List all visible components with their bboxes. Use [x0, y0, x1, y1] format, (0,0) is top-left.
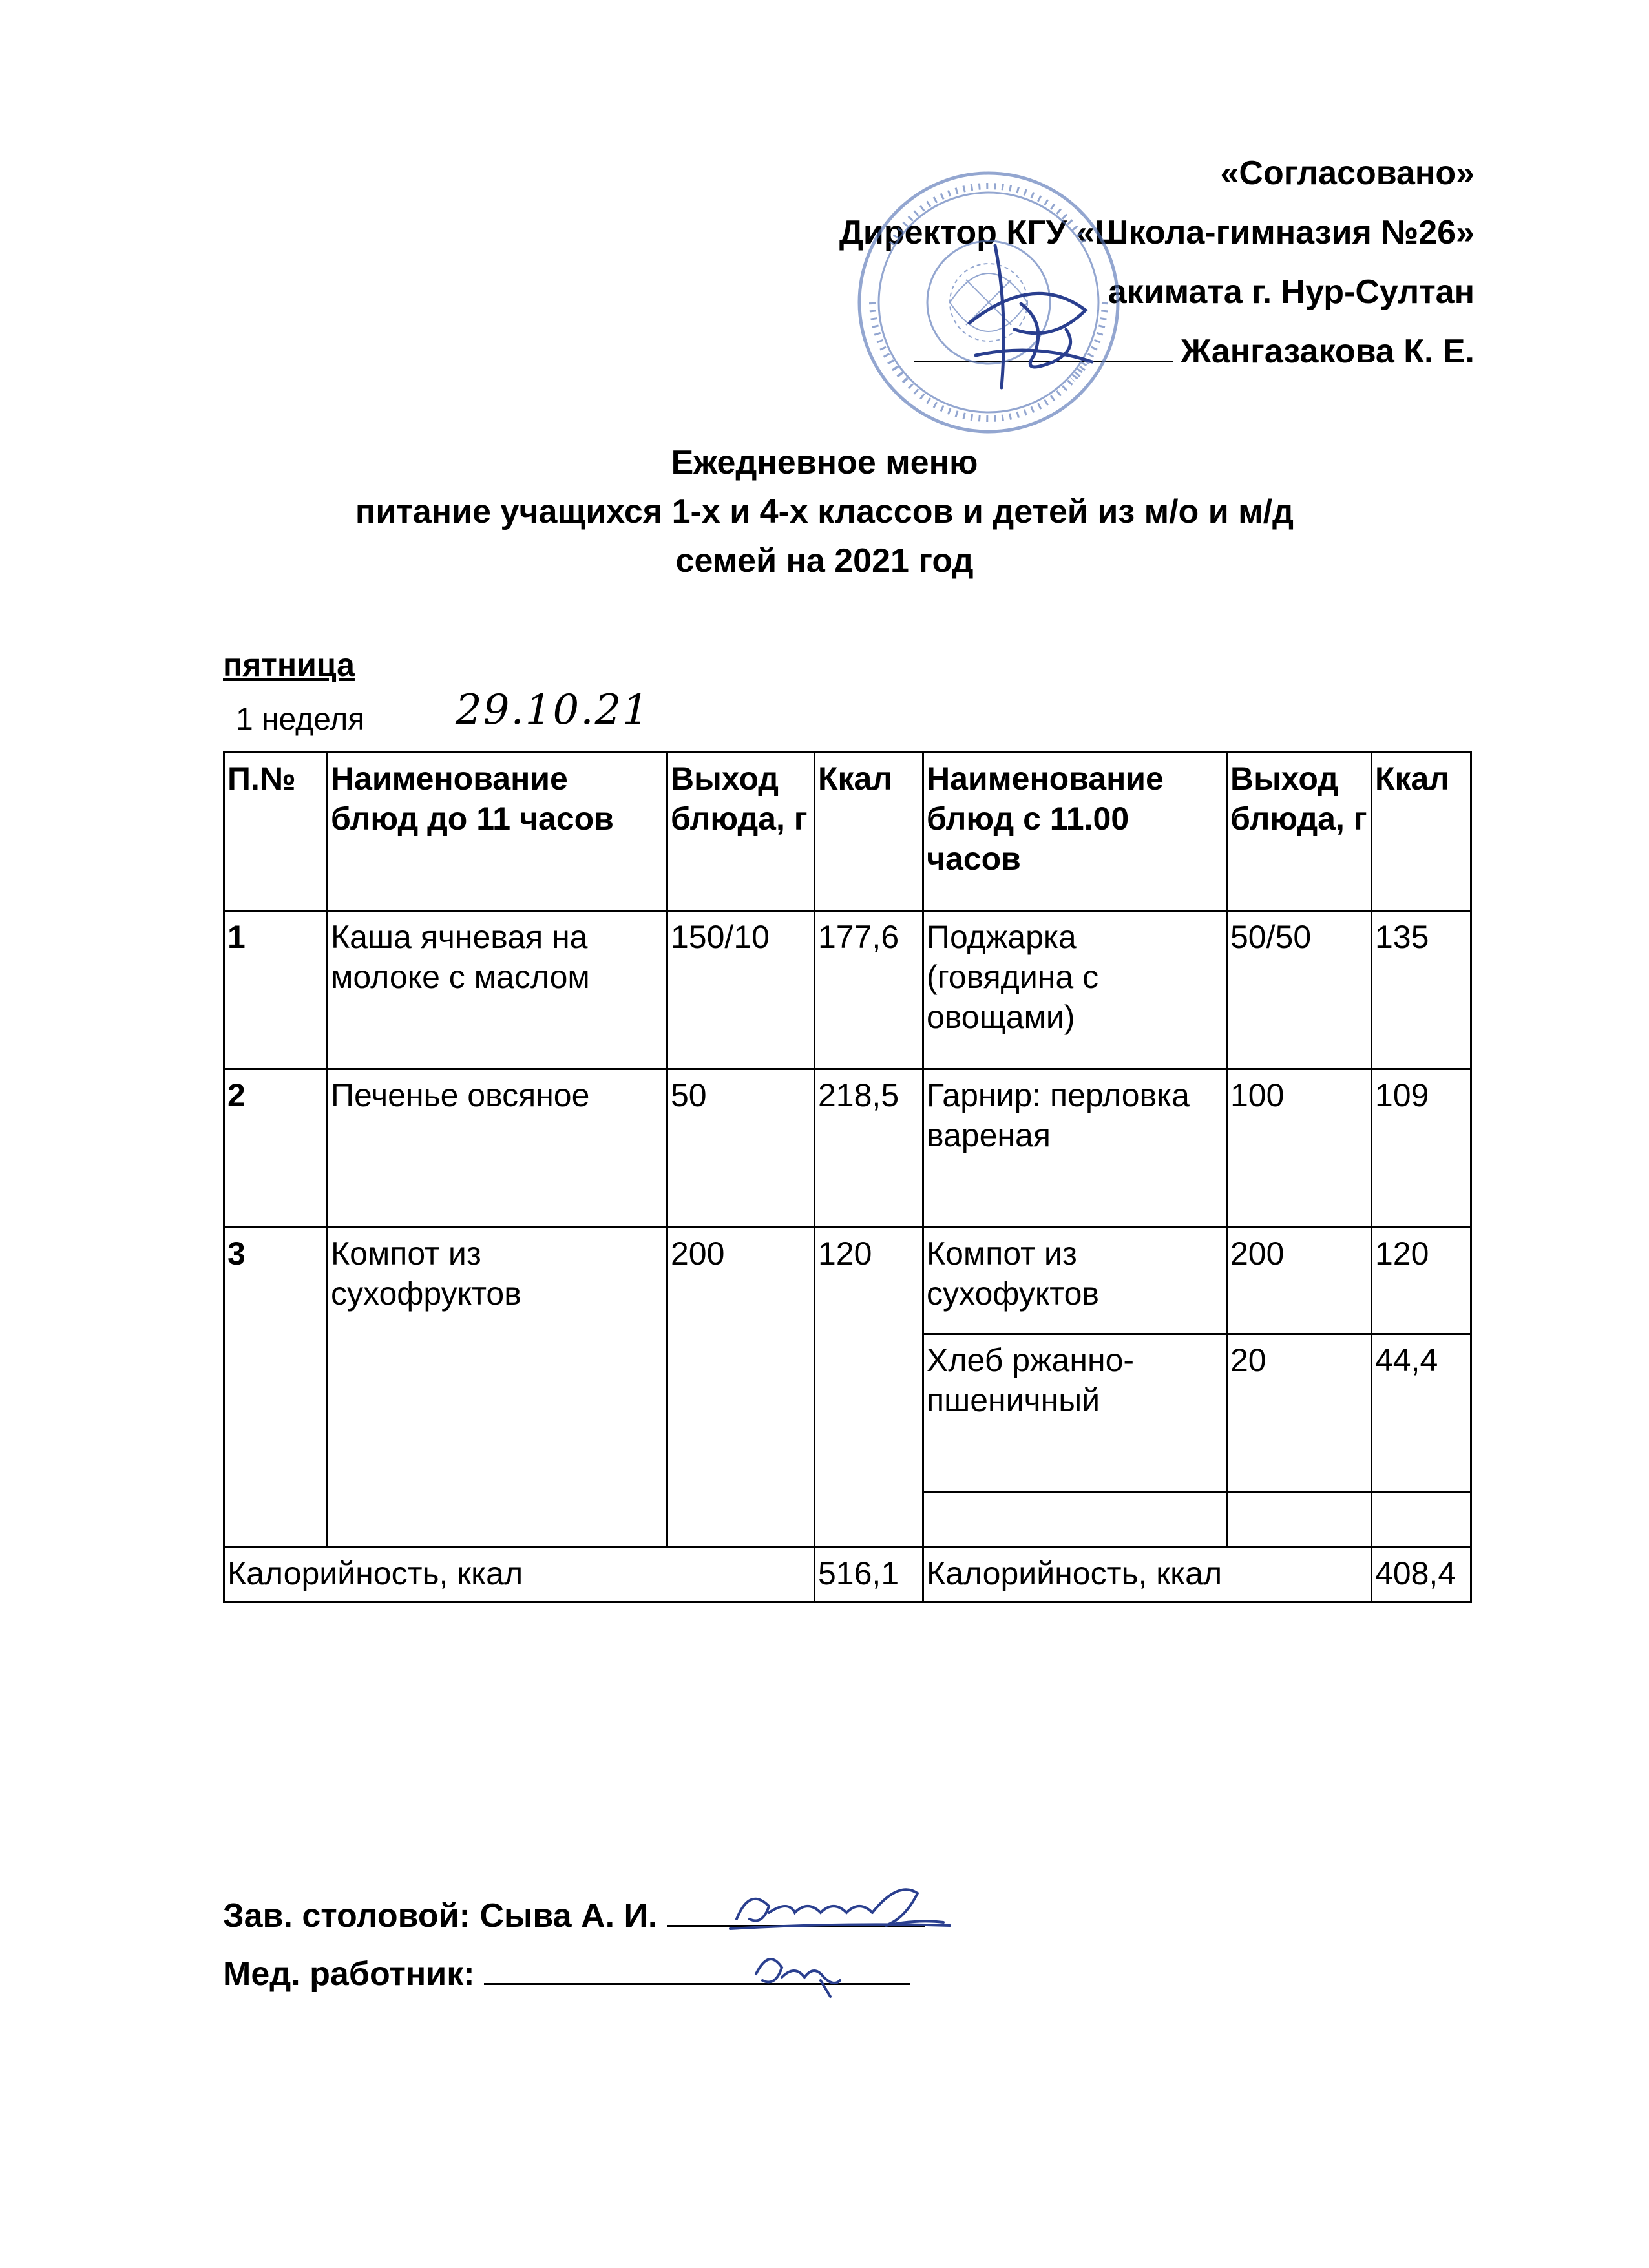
total-kcal-after-11: 408,4: [1372, 1548, 1471, 1602]
header-dish-before-11: Наименование блюд до 11 часов: [328, 753, 667, 911]
canteen-signature: [724, 1874, 956, 1945]
empty-cell: [923, 1493, 1227, 1548]
table-row: [224, 911, 1471, 1069]
yield-after-11: 100: [1227, 1069, 1372, 1228]
dish-after-11: Компот из сухофуктов: [923, 1228, 1227, 1334]
kcal-after-11: 44,4: [1372, 1334, 1471, 1493]
handwritten-date: 29.10.21: [456, 686, 650, 734]
approval-director: Директор КГУ «Школа-гимназия №26»: [839, 214, 1475, 251]
empty-cell: [1227, 1493, 1372, 1548]
week-label: 1 неделя: [236, 702, 365, 737]
header-yield-2: Выход блюда, г: [1227, 753, 1372, 911]
header-kcal-2: Ккал: [1372, 753, 1471, 911]
title-line-2: питание учащихся 1-х и 4-х классов и детей из м/о и м/д: [355, 493, 1294, 530]
row-number: 3: [224, 1228, 328, 1548]
dish-after-11: Поджарка (говядина с овощами): [923, 911, 1227, 1069]
medic-signature: [743, 1942, 853, 2000]
kcal-after-11: 109: [1372, 1069, 1471, 1228]
header-dish-after-11: Наименование блюд с 11.00 часов: [923, 753, 1227, 911]
approval-name: Жангазакова К. Е.: [1181, 333, 1475, 370]
kcal-before-11: 177,6: [815, 911, 923, 1069]
document-title: [0, 438, 1649, 585]
kcal-after-11: 120: [1372, 1228, 1471, 1334]
menu-table: [223, 751, 1472, 1603]
dish-before-11: Каша ячневая на молоке с маслом: [328, 911, 667, 1069]
dish-after-11: Хлеб ржанно-пшеничный: [923, 1334, 1227, 1493]
yield-after-11: 50/50: [1227, 911, 1372, 1069]
dish-after-11: Гарнир: перловка вареная: [923, 1069, 1227, 1228]
director-signature: [956, 233, 1111, 401]
yield-after-11: 200: [1227, 1228, 1372, 1334]
kcal-after-11: 135: [1372, 911, 1471, 1069]
total-label-before-11: Калорийность, ккал: [224, 1548, 815, 1602]
row-number: 2: [224, 1069, 328, 1228]
table-header-row: [224, 753, 1471, 911]
yield-after-11: 20: [1227, 1334, 1372, 1493]
canteen-manager: Зав. столовой: Сыва А. И.: [223, 1897, 658, 1935]
total-kcal-before-11: 516,1: [815, 1548, 923, 1602]
table-row: [224, 1228, 1471, 1334]
table-row: [224, 1069, 1471, 1228]
kcal-before-11: 120: [815, 1228, 923, 1548]
approval-heading: «Согласовано»: [1220, 154, 1475, 192]
row-number: 1: [224, 911, 328, 1069]
title-line-1: Ежедневное меню: [671, 444, 978, 481]
approval-akimat: акимата г. Нур-Султан: [1108, 273, 1475, 311]
yield-before-11: 150/10: [667, 911, 815, 1069]
yield-before-11: 50: [667, 1069, 815, 1228]
header-number: П.№: [224, 753, 328, 911]
dish-before-11: Компот из сухофруктов: [328, 1228, 667, 1548]
weekday-label: пятница: [223, 647, 355, 683]
empty-cell: [1372, 1493, 1471, 1548]
totals-row: [224, 1548, 1471, 1602]
kcal-before-11: 218,5: [815, 1069, 923, 1228]
yield-before-11: 200: [667, 1228, 815, 1548]
dish-before-11: Печенье овсяное: [328, 1069, 667, 1228]
header-kcal-1: Ккал: [815, 753, 923, 911]
title-line-3: семей на 2021 год: [675, 542, 974, 580]
header-yield-1: Выход блюда, г: [667, 753, 815, 911]
medical-worker: Мед. работник:: [223, 1955, 475, 1993]
total-label-after-11: Калорийность, ккал: [923, 1548, 1372, 1602]
